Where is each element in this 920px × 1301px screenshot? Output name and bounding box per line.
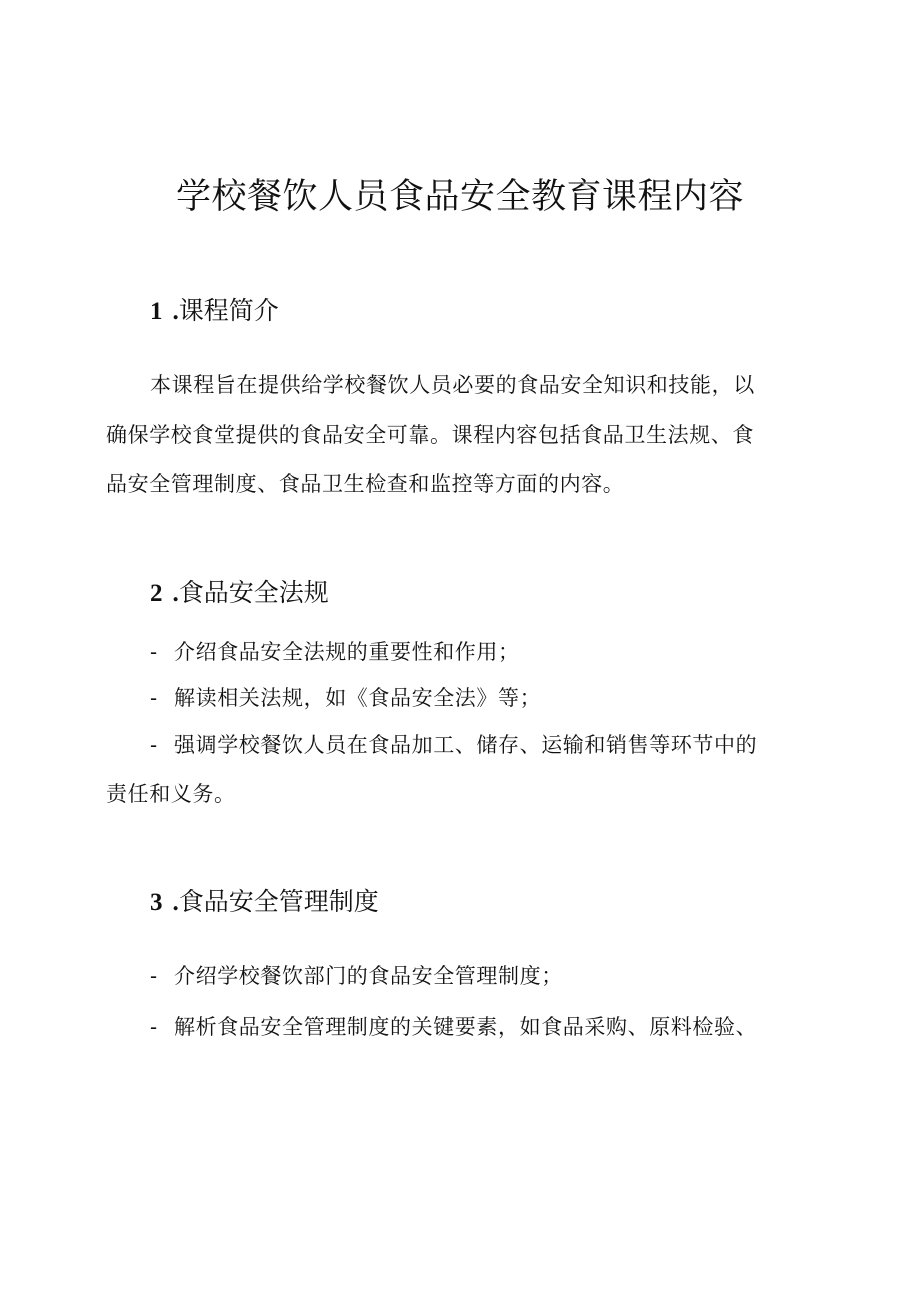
section-separator: . bbox=[172, 889, 179, 916]
bullet-dash: - bbox=[150, 733, 158, 757]
list-item-text: 介绍食品安全法规的重要性和作用； bbox=[174, 640, 520, 664]
list-item bbox=[150, 637, 520, 667]
list-item bbox=[150, 730, 757, 760]
section-number: 3 bbox=[150, 889, 163, 916]
section-number: 2 bbox=[150, 580, 163, 607]
section-2-heading bbox=[150, 575, 329, 612]
paragraph-line: 本课程旨在提供给学校餐饮人员必要的食品安全知识和技能，以 bbox=[150, 373, 755, 397]
section-3-heading bbox=[150, 884, 379, 921]
section-1-heading bbox=[150, 293, 279, 330]
list-item-text: 解析食品安全管理制度的关键要素，如食品采购、原料检验、 bbox=[174, 1015, 758, 1039]
bullet-dash: - bbox=[150, 964, 158, 988]
list-item-continuation: 责任和义务。 bbox=[106, 782, 236, 806]
paragraph-line: 品安全管理制度、食品卫生检查和监控等方面的内容。 bbox=[106, 472, 625, 496]
bullet-dash: - bbox=[150, 640, 158, 664]
paragraph-line: 确保学校食堂提供的食品安全可靠。课程内容包括食品卫生法规、食 bbox=[106, 423, 754, 447]
section-separator: . bbox=[172, 580, 179, 607]
list-item bbox=[150, 961, 563, 991]
section-title: 食品安全管理制度 bbox=[178, 887, 379, 916]
bullet-dash: - bbox=[150, 686, 158, 710]
section-title: 食品安全法规 bbox=[178, 578, 329, 607]
section-separator: . bbox=[172, 298, 179, 325]
page-title: 学校餐饮人员食品安全教育课程内容 bbox=[175, 177, 744, 217]
section-number: 1 bbox=[150, 298, 163, 325]
list-item-text: 介绍学校餐饮部门的食品安全管理制度； bbox=[174, 964, 563, 988]
list-item-text: 强调学校餐饮人员在食品加工、储存、运输和销售等环节中的 bbox=[174, 733, 758, 757]
bullet-dash: - bbox=[150, 1015, 158, 1039]
list-item-text: 解读相关法规，如《食品安全法》等； bbox=[174, 686, 542, 710]
section-title: 课程简介 bbox=[178, 296, 279, 325]
list-item bbox=[150, 1012, 757, 1042]
list-item bbox=[150, 683, 541, 713]
